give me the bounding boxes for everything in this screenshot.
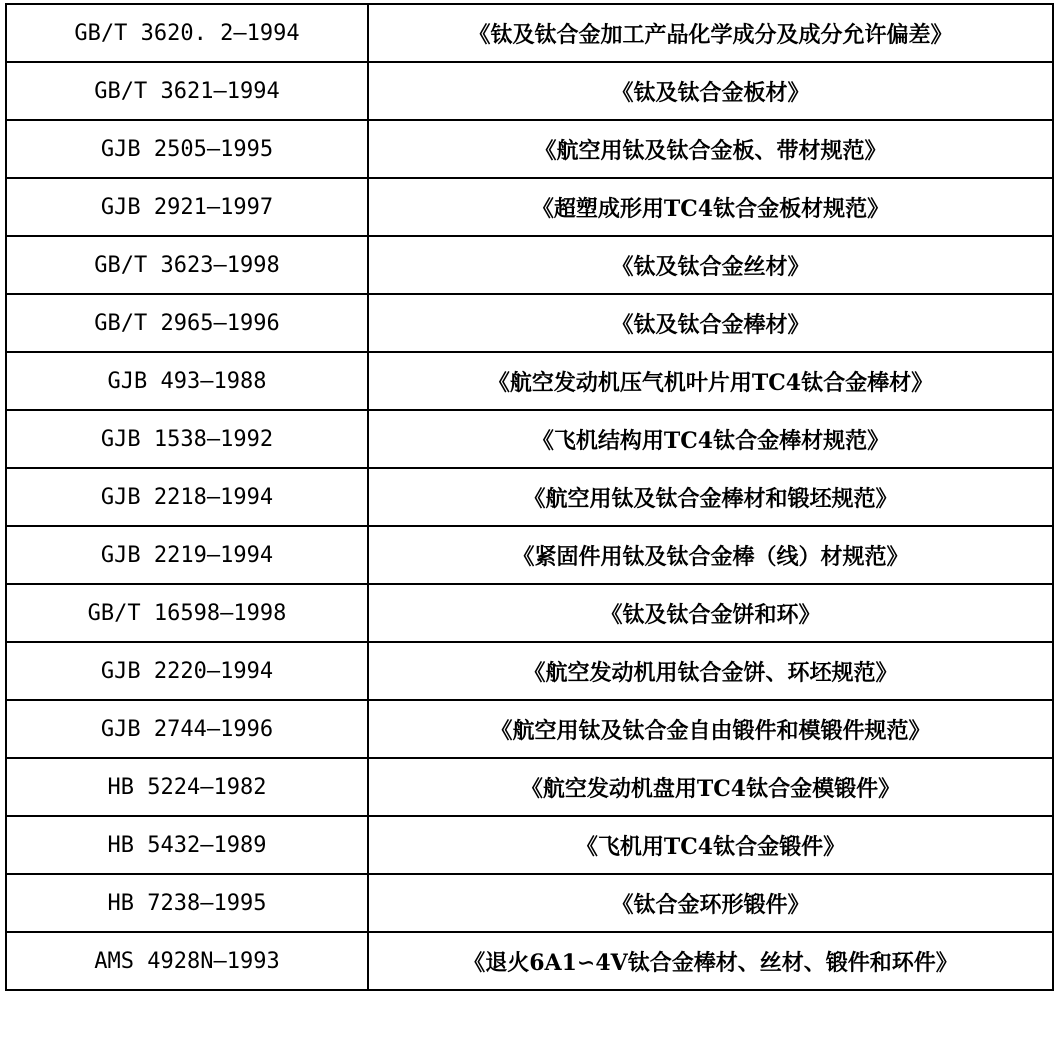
standard-code: HB 7238—1995 (6, 874, 368, 932)
table-row (6, 294, 1053, 352)
standard-title: 《航空用钛及钛合金板、带材规范》 (368, 120, 1053, 178)
standard-title: 《钛及钛合金板材》 (368, 62, 1053, 120)
table-row (6, 526, 1053, 584)
standards-table (5, 3, 1054, 991)
standard-title: 《钛及钛合金饼和环》 (368, 584, 1053, 642)
standard-code: GB/T 3621—1994 (6, 62, 368, 120)
table-row (6, 410, 1053, 468)
standard-title: 《钛及钛合金丝材》 (368, 236, 1053, 294)
standard-title: 《紧固件用钛及钛合金棒（线）材规范》 (368, 526, 1053, 584)
standard-code: HB 5224—1982 (6, 758, 368, 816)
table-row (6, 932, 1053, 990)
table-row (6, 584, 1053, 642)
table-row (6, 642, 1053, 700)
table-row (6, 178, 1053, 236)
table-row (6, 62, 1053, 120)
standard-title: 《钛合金环形锻件》 (368, 874, 1053, 932)
standard-code: GB/T 2965—1996 (6, 294, 368, 352)
standard-code: GJB 2218—1994 (6, 468, 368, 526)
table-row (6, 758, 1053, 816)
table-row (6, 468, 1053, 526)
standard-code: GB/T 16598—1998 (6, 584, 368, 642)
standard-title: 《飞机用TC4钛合金锻件》 (368, 816, 1053, 874)
standard-code: GJB 2921—1997 (6, 178, 368, 236)
standard-code: AMS 4928N—1993 (6, 932, 368, 990)
standard-code: GJB 2505—1995 (6, 120, 368, 178)
standard-title: 《飞机结构用TC4钛合金棒材规范》 (368, 410, 1053, 468)
standard-title: 《钛及钛合金棒材》 (368, 294, 1053, 352)
table-row (6, 120, 1053, 178)
standard-code: GJB 493—1988 (6, 352, 368, 410)
standard-code: GB/T 3620. 2—1994 (6, 4, 368, 62)
standard-title: 《航空发动机盘用TC4钛合金模锻件》 (368, 758, 1053, 816)
standard-code: GB/T 3623—1998 (6, 236, 368, 294)
table-row (6, 700, 1053, 758)
standard-code: GJB 2219—1994 (6, 526, 368, 584)
table-row (6, 816, 1053, 874)
table-row (6, 874, 1053, 932)
standard-title: 《航空发动机用钛合金饼、环坯规范》 (368, 642, 1053, 700)
standard-code: GJB 2744—1996 (6, 700, 368, 758)
table-row (6, 4, 1053, 62)
standard-code: GJB 2220—1994 (6, 642, 368, 700)
standard-title: 《超塑成形用TC4钛合金板材规范》 (368, 178, 1053, 236)
standard-code: HB 5432—1989 (6, 816, 368, 874)
standard-title: 《航空用钛及钛合金自由锻件和模锻件规范》 (368, 700, 1053, 758)
table-row (6, 236, 1053, 294)
standard-title: 《退火6A1∽4V钛合金棒材、丝材、锻件和环件》 (368, 932, 1053, 990)
standard-code: GJB 1538—1992 (6, 410, 368, 468)
standard-title: 《钛及钛合金加工产品化学成分及成分允许偏差》 (368, 4, 1053, 62)
table-row (6, 352, 1053, 410)
standards-table-body (6, 4, 1053, 990)
standard-title: 《航空发动机压气机叶片用TC4钛合金棒材》 (368, 352, 1053, 410)
standard-title: 《航空用钛及钛合金棒材和锻坯规范》 (368, 468, 1053, 526)
